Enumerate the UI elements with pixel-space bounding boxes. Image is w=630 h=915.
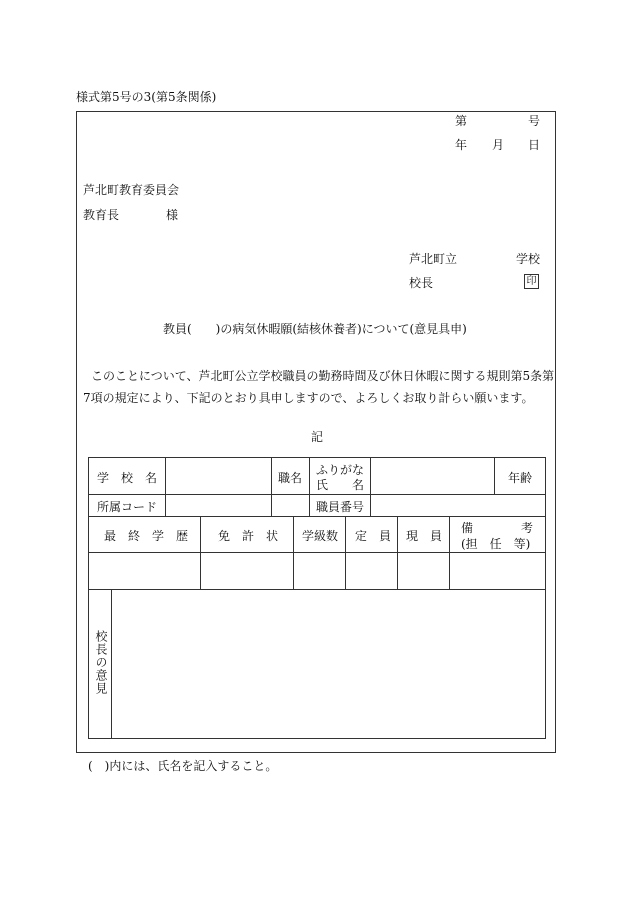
day-label: 日 [528, 138, 541, 152]
table-hline [88, 589, 546, 590]
quota-header: 定 員 [355, 529, 392, 543]
table-vline [345, 516, 346, 589]
seal-mark: 印 [524, 274, 539, 289]
table-vline [449, 516, 450, 589]
table-hline [88, 494, 546, 495]
name-header: 氏 名 [316, 478, 365, 492]
table-vline [165, 457, 166, 516]
sender-school: 学校 [516, 252, 541, 266]
number-suffix: 号 [528, 114, 541, 128]
staff-number-header: 職員番号 [316, 500, 365, 514]
table-vline [309, 457, 310, 516]
license-header: 免 許 状 [218, 529, 279, 543]
education-header: 最 終 学 歴 [104, 529, 189, 543]
age-header: 年齢 [508, 471, 533, 485]
ki-label: 記 [311, 430, 324, 444]
class-count-header: 学級数 [302, 529, 339, 543]
table-vline [397, 516, 398, 589]
addressee-title: 教育長 [83, 208, 120, 222]
footnote: ( )内には、氏名を記入すること。 [88, 759, 278, 773]
body-line-2: 7項の規定により、下記のとおり具申しますので、よろしくお取り計らい願います。 [83, 391, 534, 405]
month-label: 月 [492, 138, 505, 152]
form-label: 様式第5号の3(第5条関係) [76, 90, 217, 104]
table-vline [200, 516, 201, 589]
number-prefix: 第 [455, 114, 468, 128]
sender-principal: 校長 [409, 276, 434, 290]
sender-town: 芦北町立 [409, 252, 458, 266]
document-title: 教員( )の病気休暇願(結核休養者)について(意見具申) [163, 322, 467, 336]
table-hline [88, 552, 546, 553]
table-vline [494, 457, 495, 494]
table-hline [88, 516, 546, 517]
addressee-org: 芦北町教育委員会 [83, 183, 180, 197]
table-vline [271, 457, 272, 516]
remarks-header-1: 備 考 [461, 521, 534, 535]
body-line-1: このことについて、芦北町公立学校職員の勤務時間及び休日休暇に関する規則第5条第 [91, 369, 555, 383]
remarks-header-2: (担 任 等) [461, 537, 531, 551]
addressee-honorific: 様 [166, 208, 179, 222]
principal-opinion-label: 校長の意見 [94, 630, 108, 695]
table-vline [111, 589, 112, 739]
current-header: 現 員 [406, 529, 443, 543]
furigana-header: ふりがな [316, 463, 365, 477]
year-label: 年 [455, 138, 468, 152]
table-vline [370, 457, 371, 516]
affiliation-code-header: 所属コード [97, 500, 158, 514]
job-title-header: 職名 [278, 471, 303, 485]
school-name-header: 学 校 名 [97, 471, 158, 485]
table-vline [293, 516, 294, 589]
